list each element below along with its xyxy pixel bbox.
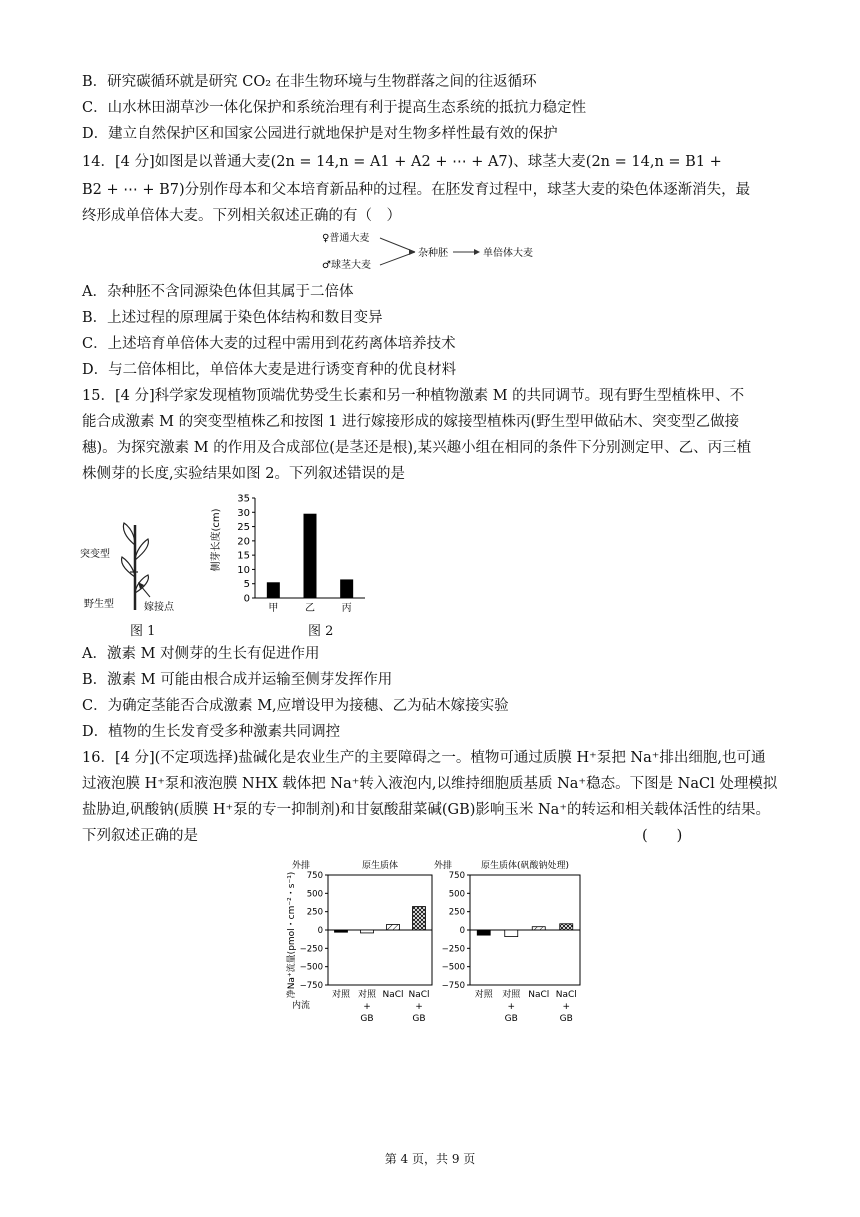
na-x-tick-label: 对照 xyxy=(502,990,521,1000)
na-bar xyxy=(387,925,400,931)
na-bar xyxy=(532,927,545,930)
mutant-label: 突变型 xyxy=(80,549,110,560)
leaf-3 xyxy=(122,557,135,577)
q15-figure2-chart xyxy=(205,490,375,615)
na-x-tick-label: GB xyxy=(559,1014,573,1024)
na-x-tick-label: GB xyxy=(504,1014,518,1024)
na-y-tick-label: −250 xyxy=(441,944,465,955)
q16-answer-paren: ( ) xyxy=(642,828,683,844)
na-x-tick-label: 对照 xyxy=(357,990,377,1000)
na-x-tick-label: NaCl xyxy=(555,990,577,1000)
q15-option-a: A．激素 M 对侧芽的生长有促进作用 xyxy=(82,646,320,662)
q15-stem-line1: 15．[4 分]科学家发现植物顶端优势受生长素和另一种植物激素 M 的共同调节。现有野生型植株甲、不 xyxy=(82,388,745,404)
na-x-tick-label: + xyxy=(562,1002,571,1012)
q14-option-c: C．上述培育单倍体大麦的过程中需用到花药离体培养技术 xyxy=(82,336,456,352)
leaf-1 xyxy=(123,523,135,545)
fig2-y-tick-label: 35 xyxy=(237,493,250,505)
na-panel-title: 原生质体 xyxy=(361,861,399,871)
fig2-x-tick-label: 甲 xyxy=(268,603,279,614)
fig2-y-tick-label: 5 xyxy=(243,579,250,591)
na-y-tick-label: −750 xyxy=(441,981,465,991)
female-parent-label: ♀普通大麦 xyxy=(322,233,370,244)
q16-stem-line3: 盐胁迫,矾酸钠(质膜 H⁺泵的专一抑制剂)和甘氨酸甜菜碱(GB)影响玉米 Na⁺的转运和相关载体活性的结果。 xyxy=(82,802,770,818)
na-bar xyxy=(413,907,426,930)
fig2-y-axis-label: 侧芽长度(cm) xyxy=(211,508,222,572)
na-bar xyxy=(361,930,374,933)
fig2-bar xyxy=(340,579,353,598)
wild-type-label: 野生型 xyxy=(84,599,114,610)
na-y-tick-label: 0 xyxy=(317,926,323,936)
na-x-tick-label: 对照 xyxy=(331,990,351,1000)
hybrid-embryo-label: 杂种胚 xyxy=(418,248,448,259)
q15-figure1-plant xyxy=(80,515,200,615)
q15-option-c: C．为确定茎能否合成激素 M,应增设甲为接穗、乙为砧木嫁接实验 xyxy=(82,698,509,714)
fig2-bar xyxy=(267,582,280,598)
q14-stem-line3: 终形成单倍体大麦。下列相关叙述正确的有（ ） xyxy=(82,208,401,224)
q13-option-d: D．建立自然保护区和国家公园进行就地保护是对生物多样性最有效的保护 xyxy=(82,126,558,142)
na-x-tick-label: NaCl xyxy=(528,990,550,1000)
fig2-y-tick-label: 25 xyxy=(237,522,250,534)
na-y-tick-label: 250 xyxy=(448,907,465,918)
na-y-tick-label: 250 xyxy=(306,907,323,918)
na-y-tick-label: −250 xyxy=(299,944,323,955)
arrow-head-2 xyxy=(474,249,480,255)
na-y-tick-label: −500 xyxy=(299,962,323,973)
na-x-tick-label: NaCl xyxy=(382,990,404,1000)
na-bar xyxy=(505,930,518,937)
q14-breeding-diagram xyxy=(320,228,550,274)
fig2-y-tick-label: 0 xyxy=(243,593,250,605)
q16-na-flux-charts xyxy=(280,850,590,1035)
q15-stem-line2: 能合成激素 M 的突变型植株乙和按图 1 进行嫁接形成的嫁接型植株丙(野生型甲做砧木、突变型乙做接 xyxy=(82,414,740,430)
male-parent-label: ♂球茎大麦 xyxy=(322,260,371,271)
na-x-tick-label: + xyxy=(415,1002,423,1012)
na-x-tick-label: + xyxy=(363,1002,371,1012)
na-bottom-label: 内流 xyxy=(292,1001,311,1011)
na-top-label: 外排 xyxy=(434,861,453,871)
leaf-2 xyxy=(135,539,148,560)
fig2-y-tick-label: 15 xyxy=(237,550,250,562)
fig2-bar xyxy=(304,514,317,598)
na-y-tick-label: 500 xyxy=(306,889,323,900)
q15-stem-line4: 株侧芽的长度,实验结果如图 2。下列叙述错误的是 xyxy=(82,466,405,482)
q16-stem-line2: 过液泡膜 H⁺泵和液泡膜 NHX 载体把 Na⁺转入液泡内,以维持细胞质基质 Na⁺稳态。下图是 NaCl 处理模拟 xyxy=(82,776,778,792)
arrow-head xyxy=(409,249,415,255)
na-bar xyxy=(560,924,573,930)
na-x-tick-label: 对照 xyxy=(474,990,493,1000)
graft-point-label: 嫁接点 xyxy=(144,602,174,613)
page-footer: 第 4 页，共 9 页 xyxy=(384,1152,476,1166)
q14-option-d: D．与二倍体相比，单倍体大麦是进行诱变育种的优良材料 xyxy=(82,362,457,378)
fig2-y-tick-label: 10 xyxy=(237,564,250,576)
fig2-x-tick-label: 丙 xyxy=(341,603,352,614)
na-top-label: 外排 xyxy=(292,861,311,871)
na-bar xyxy=(477,930,490,935)
na-x-tick-label: GB xyxy=(412,1014,426,1024)
na-y-tick-label: −500 xyxy=(441,962,465,973)
na-y-tick-label: 750 xyxy=(448,871,465,881)
na-x-tick-label: NaCl xyxy=(408,990,430,1000)
q16-stem-line1: 16．[4 分](不定项选择)盐碱化是农业生产的主要障碍之一。植物可通过质膜 H⁺泵把 Na⁺排出细胞,也可通 xyxy=(82,750,766,766)
q13-option-b: B．研究碳循环就是研究 CO₂ 在非生物环境与生物群落之间的往返循环 xyxy=(82,74,537,90)
na-flux-y-axis-label: 净Na⁺流量(pmol・cm⁻²・s⁻¹) xyxy=(287,871,297,999)
na-panel-title: 原生质体(矾酸钠处理) xyxy=(480,861,570,871)
q16-stem-line4: 下列叙述正确的是 xyxy=(82,828,198,844)
q14-option-b: B．上述过程的原理属于染色体结构和数目变异 xyxy=(82,310,383,326)
q14-stem-line1: 14．[4 分]如图是以普通大麦(2n = 14,n = A1 + A2 + ⋯ + A7)、球茎大麦(2n = 14,n = B1 + xyxy=(82,154,722,170)
q14-option-a: A．杂种胚不含同源染色体但其属于二倍体 xyxy=(82,284,354,300)
na-x-tick-label: + xyxy=(507,1002,516,1012)
fig2-y-tick-label: 20 xyxy=(237,536,250,548)
q15-stem-line3: 穗)。为探究激素 M 的作用及合成部位(是茎还是根),某兴趣小组在相同的条件下分别测定甲、乙、丙三植 xyxy=(82,440,752,456)
na-y-tick-label: 500 xyxy=(448,889,465,900)
q15-option-d: D．植物的生长发育受多种激素共同调控 xyxy=(82,724,341,740)
q13-option-c: C．山水林田湖草沙一体化保护和系统治理有利于提高生态系统的抵抗力稳定性 xyxy=(82,100,587,116)
na-y-tick-label: 0 xyxy=(459,926,465,936)
na-x-tick-label: GB xyxy=(360,1014,374,1024)
haploid-label: 单倍体大麦 xyxy=(483,248,533,259)
figure2-caption: 图 2 xyxy=(308,624,334,639)
na-bar xyxy=(335,930,348,932)
q14-stem-line2: B2 + ⋯ + B7)分别作母本和父本培育新品种的过程。在胚发育过程中，球茎大麦的染色体逐渐消失，最 xyxy=(82,182,751,198)
fig2-x-tick-label: 乙 xyxy=(305,603,315,614)
na-y-tick-label: −750 xyxy=(299,981,323,991)
fig2-y-tick-label: 30 xyxy=(237,507,250,519)
q15-option-b: B．激素 M 可能由根合成并运输至侧芽发挥作用 xyxy=(82,672,393,688)
figure1-caption: 图 1 xyxy=(130,624,156,639)
na-y-tick-label: 750 xyxy=(306,871,323,881)
